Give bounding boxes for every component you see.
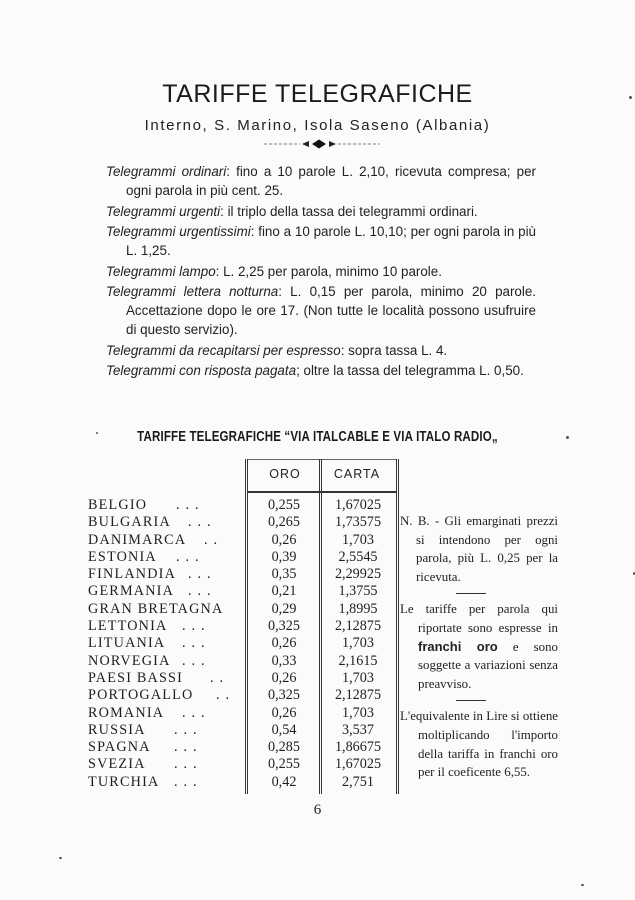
tariff-entry-urgentissimi: [106, 222, 536, 260]
table-row: [88, 653, 248, 670]
leader-dots: . . .: [182, 618, 206, 635]
tariff-text: : fino a 10 parole L. 10,10; per ogni parola in più L. 1,25.: [126, 223, 536, 259]
column-header-carta: CARTA: [333, 467, 381, 481]
page-number: 6: [313, 802, 322, 818]
tariff-entry-urgenti: [106, 202, 536, 221]
oro-value: 0,35: [271, 566, 297, 583]
carta-value: 3,537: [342, 721, 374, 738]
tariff-kind: Telegrammi urgenti: [106, 203, 221, 219]
oro-value: 0,42: [271, 773, 297, 790]
carta-value: 1,703: [342, 669, 374, 686]
table-row: [88, 739, 248, 756]
column-header-oro: ORO: [269, 467, 301, 481]
leader-dots: . . .: [182, 635, 206, 652]
table-row: [88, 583, 248, 600]
tariff-kind: Telegrammi urgentissimi: [106, 223, 251, 239]
oro-value: 0,255: [268, 497, 300, 513]
header-rule: [248, 491, 396, 493]
oro-value: 0,26: [271, 669, 297, 686]
oro-value: 0,255: [268, 756, 300, 773]
oro-value: 0,285: [268, 739, 300, 756]
oro-value: 0,325: [268, 618, 300, 635]
note-emphasis: franchi oro: [418, 638, 498, 654]
leader-dots: . .: [210, 669, 225, 686]
tariff-kind: Telegrammi ordinari: [106, 164, 227, 179]
tariff-text: : L. 2,25 per parola, minimo 10 parole.: [215, 263, 442, 279]
carta-value: 1,86675: [334, 739, 382, 756]
oro-value: 0,26: [271, 635, 297, 652]
carta-value: 1,67025: [334, 756, 382, 773]
carta-value: 2,29925: [334, 566, 382, 583]
table-row: [88, 705, 248, 722]
country-name: RUSSIA: [88, 721, 146, 738]
carta-value: 2,5545: [338, 548, 378, 565]
oro-column: [250, 497, 318, 791]
country-column: [88, 497, 248, 791]
country-name: PORTOGALLO: [88, 687, 194, 704]
leader-dots: . . .: [174, 756, 198, 773]
note-separator: [456, 593, 486, 594]
tariff-entry-lettera-notturna: [106, 282, 536, 340]
carta-value: 2,12875: [334, 687, 382, 704]
tariff-kind: Telegrammi lampo: [106, 263, 216, 279]
country-name: NORVEGIA: [88, 652, 171, 669]
note-gold-francs: [400, 600, 558, 693]
table-row: [88, 618, 248, 635]
table-row: [88, 549, 248, 566]
carta-value: 1,703: [342, 704, 374, 721]
country-name: SVEZIA: [88, 756, 146, 773]
carta-value: 2,12875: [334, 618, 382, 635]
country-name: SPAGNA: [88, 739, 151, 756]
leader-dots: . .: [216, 687, 231, 704]
carta-column: [324, 497, 392, 791]
country-name: LETTONIA: [88, 618, 168, 635]
carta-value: 1,67025: [334, 497, 382, 513]
table-row: [88, 635, 248, 652]
oro-value: 0,26: [271, 704, 297, 721]
note-nb: N. B. - Gli emarginati prezzi si intendono per ogni parola, più L. 0,25 per la ricevuta.: [400, 514, 558, 584]
carta-value: 1,703: [342, 531, 374, 548]
note-text: Le tariffe per parola qui riportate sono espresse in: [400, 602, 558, 635]
leader-dots: . . .: [174, 739, 198, 756]
tariff-entry-risposta-pagata: [106, 361, 536, 380]
country-name: ESTONIA: [88, 548, 157, 565]
oro-value: 0,26: [271, 531, 297, 548]
tariff-text: : L. 0,15 per parola, minimo 20 parole. Accettazione dopo le ore 17. (Non tutte le località possono usufruire di questo servizio).: [126, 283, 537, 338]
oro-value: 0,265: [268, 514, 300, 531]
oro-value: 0,33: [271, 652, 297, 669]
leader-dots: . . .: [176, 497, 200, 513]
oro-value: 0,54: [271, 721, 297, 738]
tariff-text: : il triplo della tassa dei telegrammi ordinari.: [220, 203, 478, 219]
carta-value: 1,3755: [338, 583, 378, 600]
carta-value: 2,751: [342, 773, 374, 790]
print-speck: [96, 432, 98, 434]
foreign-tariffs-heading: TARIFFE TELEGRAFICHE “VIA ITALCABLE E VIA ITALO RADIO„: [137, 428, 498, 445]
column-divider: [319, 459, 322, 794]
table-row: [88, 532, 248, 549]
leader-dots: . . .: [174, 721, 198, 738]
leader-dots: . . .: [188, 566, 212, 583]
table-row: [88, 722, 248, 739]
country-name: GERMANIA: [88, 583, 175, 600]
tariff-kind: Telegrammi da recapitarsi per espresso: [106, 342, 341, 358]
print-speck: [566, 436, 569, 439]
table-top-rule: [248, 459, 396, 460]
page-subtitle: Interno, S. Marino, Isola Saseno (Albania): [144, 117, 491, 134]
country-name: FINLANDIA: [88, 566, 177, 583]
oro-value: 0,39: [271, 548, 297, 565]
country-name: GRAN BRETAGNA: [88, 600, 224, 617]
tariff-text: : fino a 10 parole L. 2,10, ricevuta compresa; per ogni parola in più cent. 25.: [126, 164, 536, 199]
leader-dots: . . .: [182, 704, 206, 721]
leader-dots: . . .: [188, 583, 212, 600]
leader-dots: . .: [204, 531, 219, 548]
domestic-tariff-list: [106, 162, 536, 382]
country-name: DANIMARCA: [88, 531, 187, 548]
carta-value: 1,8995: [338, 600, 378, 617]
tariff-kind: Telegrammi con risposta pagata: [106, 363, 297, 379]
leader-dots: . . .: [188, 514, 212, 531]
oro-value: 0,325: [268, 687, 300, 704]
table-row: [88, 566, 248, 583]
ornament-divider: [262, 138, 382, 150]
oro-value: 0,29: [271, 600, 297, 617]
country-name: ROMANIA: [88, 704, 165, 721]
leader-dots: . . .: [176, 548, 200, 565]
country-name: BULGARIA: [88, 514, 171, 531]
table-row: [88, 601, 248, 618]
tariff-entry-ordinari: [106, 162, 536, 200]
country-name: BELGIO: [88, 497, 148, 513]
table-row: [88, 497, 248, 514]
table-row: [88, 670, 248, 687]
table-row: [88, 687, 248, 704]
table-row: [88, 514, 248, 531]
note-lire-equivalent: L'equivalente in Lire si ottiene moltiplicando l'importo della tariffa in franchi oro per il coeficente 6,55.: [400, 709, 558, 780]
carta-value: 2,1615: [338, 652, 378, 669]
print-speck: [629, 96, 632, 99]
tariff-entry-espresso: [106, 341, 536, 360]
country-name: TURCHIA: [88, 773, 160, 790]
carta-value: 1,73575: [334, 514, 382, 531]
print-speck: [59, 857, 62, 859]
country-name: PAESI BASSI: [88, 669, 184, 686]
country-name: LITUANIA: [88, 635, 166, 652]
notes-column: [400, 512, 558, 782]
page-title: TARIFFE TELEGRAFICHE: [162, 80, 473, 108]
table-row: [88, 756, 248, 773]
tariff-entry-lampo: [106, 262, 536, 281]
tariff-text: ; oltre la tassa del telegramma L. 0,50.: [296, 363, 524, 379]
tariff-kind: Telegrammi lettera notturna: [106, 283, 279, 299]
note-text: e sono soggette a variazioni senza preavviso.: [418, 639, 558, 691]
oro-value: 0,21: [271, 583, 297, 600]
leader-dots: . . .: [174, 773, 198, 790]
note-separator: [456, 700, 486, 701]
table-row: [88, 774, 248, 791]
leader-dots: . . .: [182, 652, 206, 669]
tariff-text: : sopra tassa L. 4.: [340, 342, 448, 358]
print-speck: [581, 884, 584, 886]
carta-value: 1,703: [342, 635, 374, 652]
